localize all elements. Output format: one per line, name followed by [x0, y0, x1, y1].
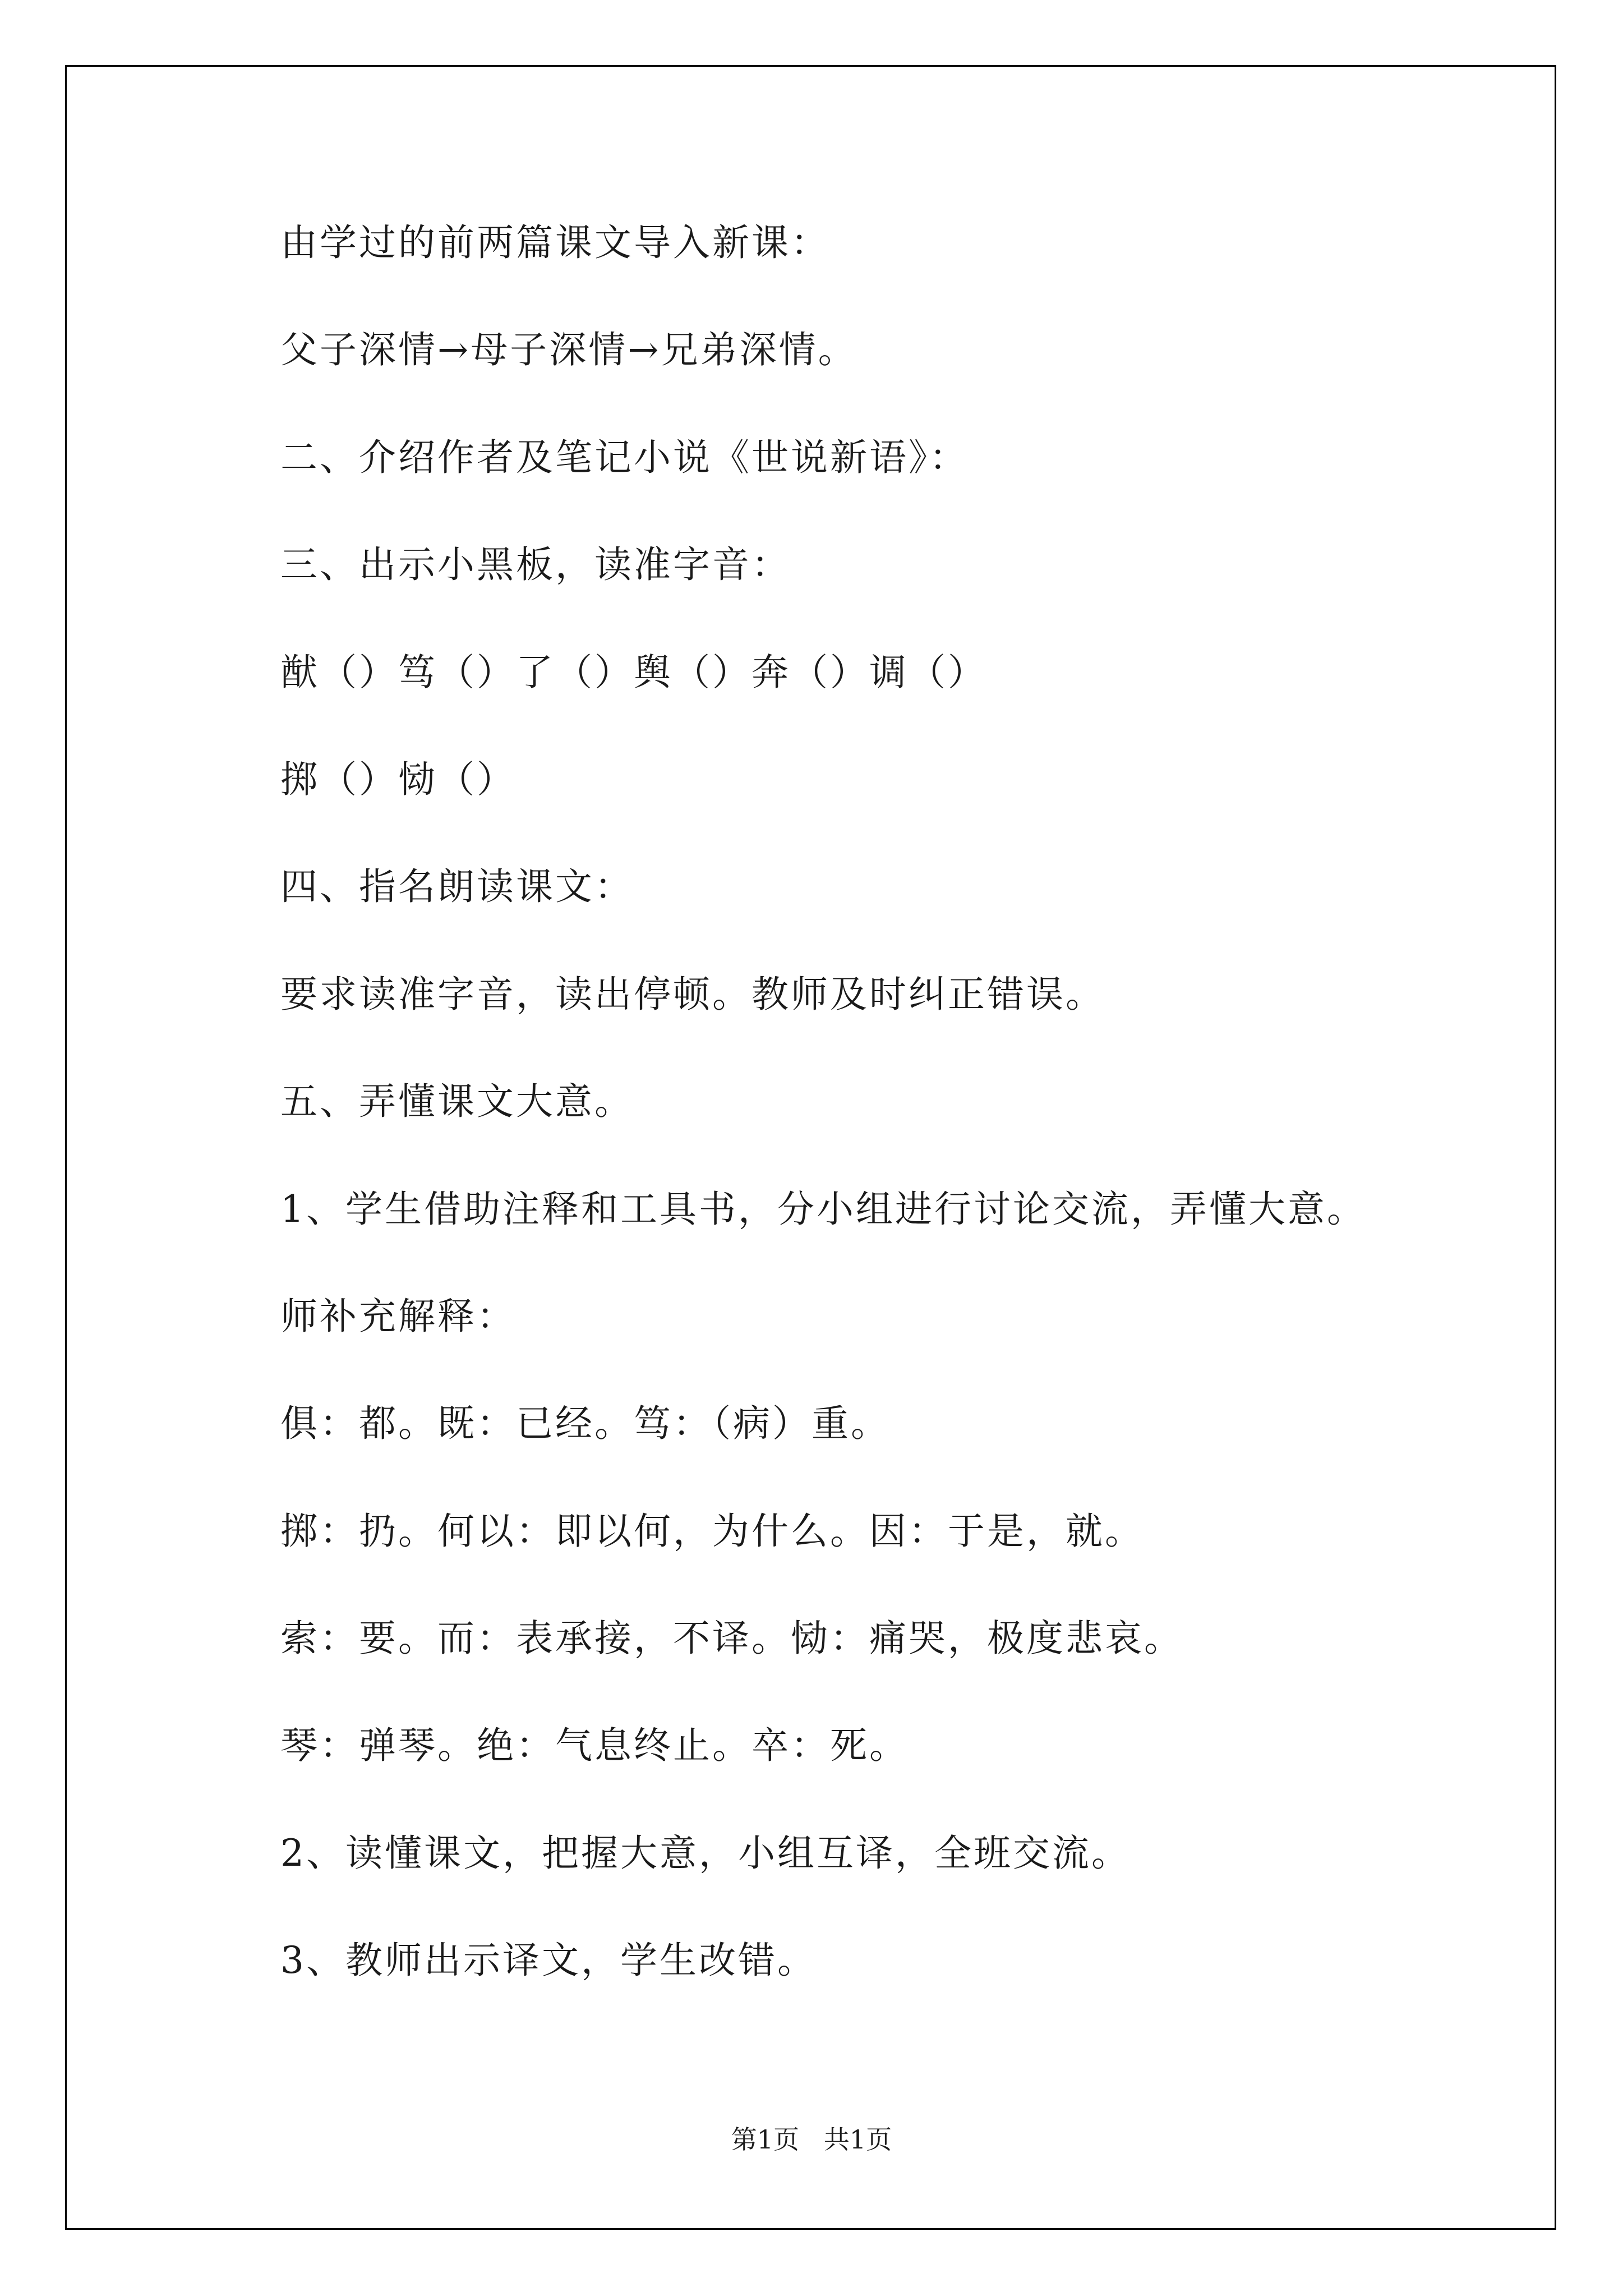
text-line: 掷（）恸（） — [280, 757, 516, 801]
text-line: 师补充解释： — [280, 1294, 516, 1338]
page-footer: 第1页 共1页 — [731, 2124, 892, 2155]
text-line: 五、弄懂课文大意。 — [280, 1080, 634, 1124]
text-line: 索：要。而：表承接，不译。恸：痛哭，极度悲哀。 — [280, 1617, 1183, 1660]
text-line: 俱：都。既：已经。笃：（病）重。 — [280, 1402, 890, 1446]
text-line: 三、出示小黑板，读准字音： — [280, 543, 791, 587]
text-line: 二、介绍作者及笔记小说《世说新语》： — [280, 435, 969, 479]
text-line: 父子深情→母子深情→兄弟深情。 — [280, 328, 857, 372]
text-line: 由学过的前两篇课文导入新课： — [280, 221, 830, 264]
text-line: 掷：扔。何以：即以何，为什么。因：于是，就。 — [280, 1509, 1144, 1553]
text-line: 四、指名朗读课文： — [280, 865, 634, 909]
text-line: 猷（）笃（）了（）舆（）奔（）调（） — [280, 650, 987, 694]
text-line: 1、学生借助注释和工具书，分小组进行讨论交流，弄懂大意。 — [280, 1187, 1366, 1231]
text-line: 要求读准字音，读出停顿。教师及时纠正错误。 — [280, 972, 1105, 1016]
text-line: 3、教师出示译文，学生改错。 — [280, 1939, 817, 1982]
text-line: 2、读懂课文，把握大意，小组互译，全班交流。 — [280, 1831, 1131, 1875]
document-body — [280, 220, 1458, 2046]
text-line: 琴：弹琴。绝：气息终止。卒：死。 — [280, 1724, 909, 1768]
